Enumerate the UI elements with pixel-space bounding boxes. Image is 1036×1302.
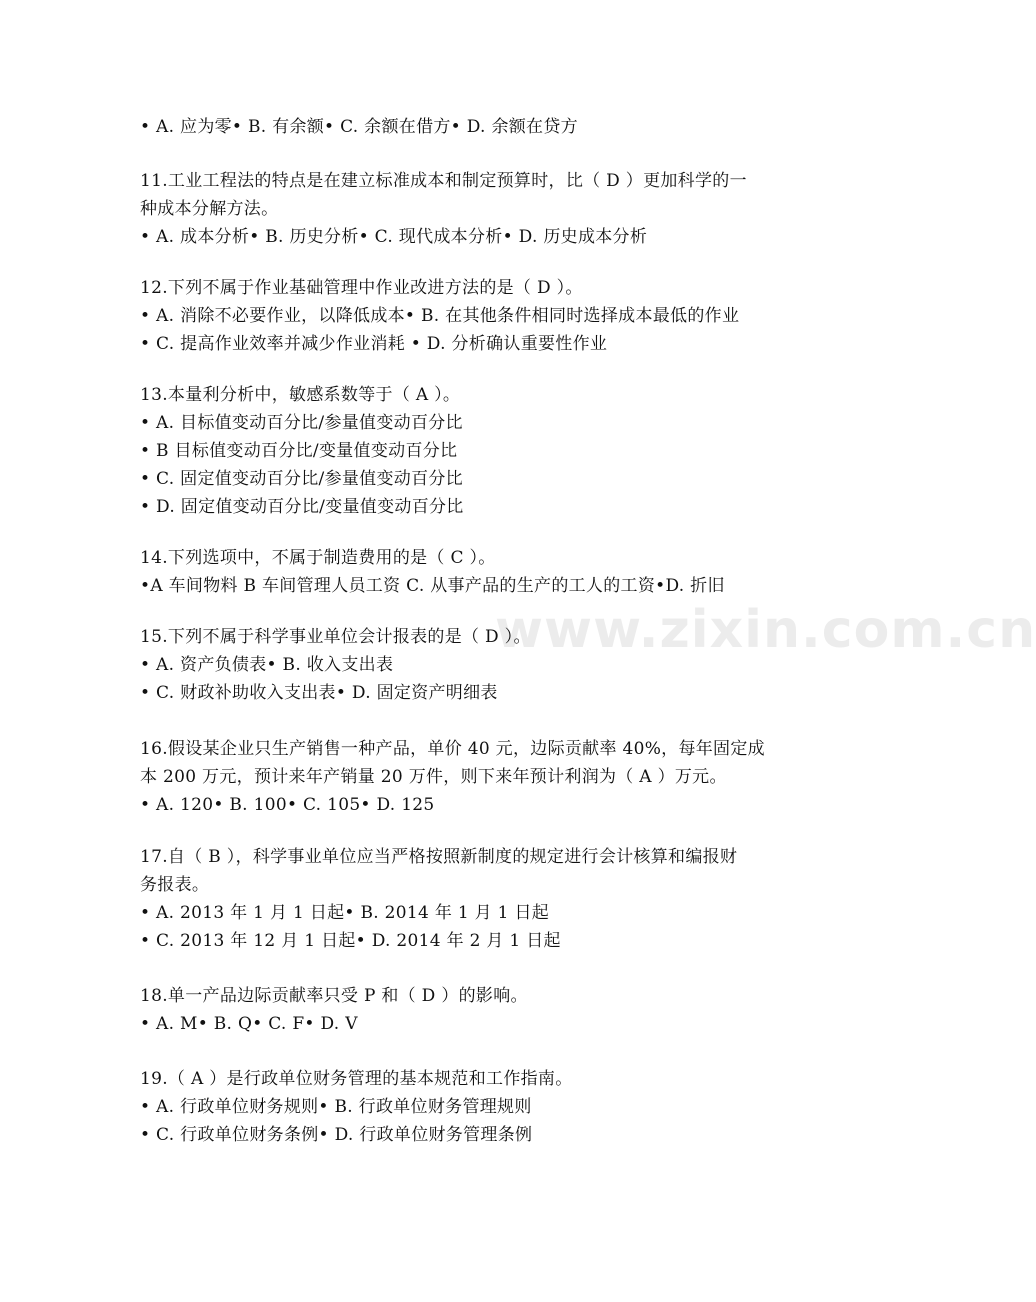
q14-options: •A 车间物料 B 车间管理人员工资 C. 从事产品的生产的工人的工资•D. 折旧 [140,576,725,596]
q13-option-d: • D. 固定值变动百分比/变量值变动百分比 [140,497,464,517]
q18-stem: 18.单一产品边际贡献率只受 P 和（ D ）的影响。 [140,986,528,1006]
q11-stem-line-1: 11.工业工程法的特点是在建立标准成本和制定预算时，比（ D ）更加科学的一 [140,171,747,191]
q13-option-b: • B 目标值变动百分比/变量值变动百分比 [140,441,458,461]
q11-options: • A. 成本分析• B. 历史分析• C. 现代成本分析• D. 历史成本分析 [140,227,648,247]
q18-options: • A. M• B. Q• C. F• D. V [140,1014,358,1034]
q19-options-line-2: • C. 行政单位财务条例• D. 行政单位财务管理条例 [140,1125,533,1145]
q15-stem: 15.下列不属于科学事业单位会计报表的是（ D ）。 [140,627,531,647]
q10-options: • A. 应为零• B. 有余额• C. 余额在借方• D. 余额在贷方 [140,117,578,137]
q17-stem-line-1: 17.自（ B ），科学事业单位应当严格按照新制度的规定进行会计核算和编报财 [140,847,738,867]
q13-option-a: • A. 目标值变动百分比/参量值变动百分比 [140,413,463,433]
q17-options-line-1: • A. 2013 年 1 月 1 日起• B. 2014 年 1 月 1 日起 [140,903,550,923]
q19-options-line-1: • A. 行政单位财务规则• B. 行政单位财务管理规则 [140,1097,532,1117]
q16-stem-line-1: 16.假设某企业只生产销售一种产品，单价 40 元，边际贡献率 40%，每年固定成 [140,739,765,759]
q17-options-line-2: • C. 2013 年 12 月 1 日起• D. 2014 年 2 月 1 日起 [140,931,561,951]
q17-stem-line-2: 务报表。 [140,875,210,895]
q11-stem-line-2: 种成本分解方法。 [140,199,279,219]
q19-stem: 19.（ A ）是行政单位财务管理的基本规范和工作指南。 [140,1069,573,1089]
q13-option-c: • C. 固定值变动百分比/参量值变动百分比 [140,469,463,489]
q16-options: • A. 120• B. 100• C. 105• D. 125 [140,795,435,815]
q15-options-line-2: • C. 财政补助收入支出表• D. 固定资产明细表 [140,683,498,703]
watermark-text: www.zixin.com.cn [495,600,1036,660]
q12-options-line-2: • C. 提高作业效率并减少作业消耗 • D. 分析确认重要性作业 [140,334,608,354]
q12-options-line-1: • A. 消除不必要作业，以降低成本• B. 在其他条件相同时选择成本最低的作业 [140,306,740,326]
q15-options-line-1: • A. 资产负债表• B. 收入支出表 [140,655,394,675]
q14-stem: 14.下列选项中，不属于制造费用的是（ C ）。 [140,548,496,568]
q13-stem: 13.本量利分析中，敏感系数等于（ A ）。 [140,385,461,405]
q16-stem-line-2: 本 200 万元，预计来年产销量 20 万件，则下来年预计利润为（ A ）万元。 [140,767,727,787]
q12-stem: 12.下列不属于作业基础管理中作业改进方法的是（ D ）。 [140,278,583,298]
